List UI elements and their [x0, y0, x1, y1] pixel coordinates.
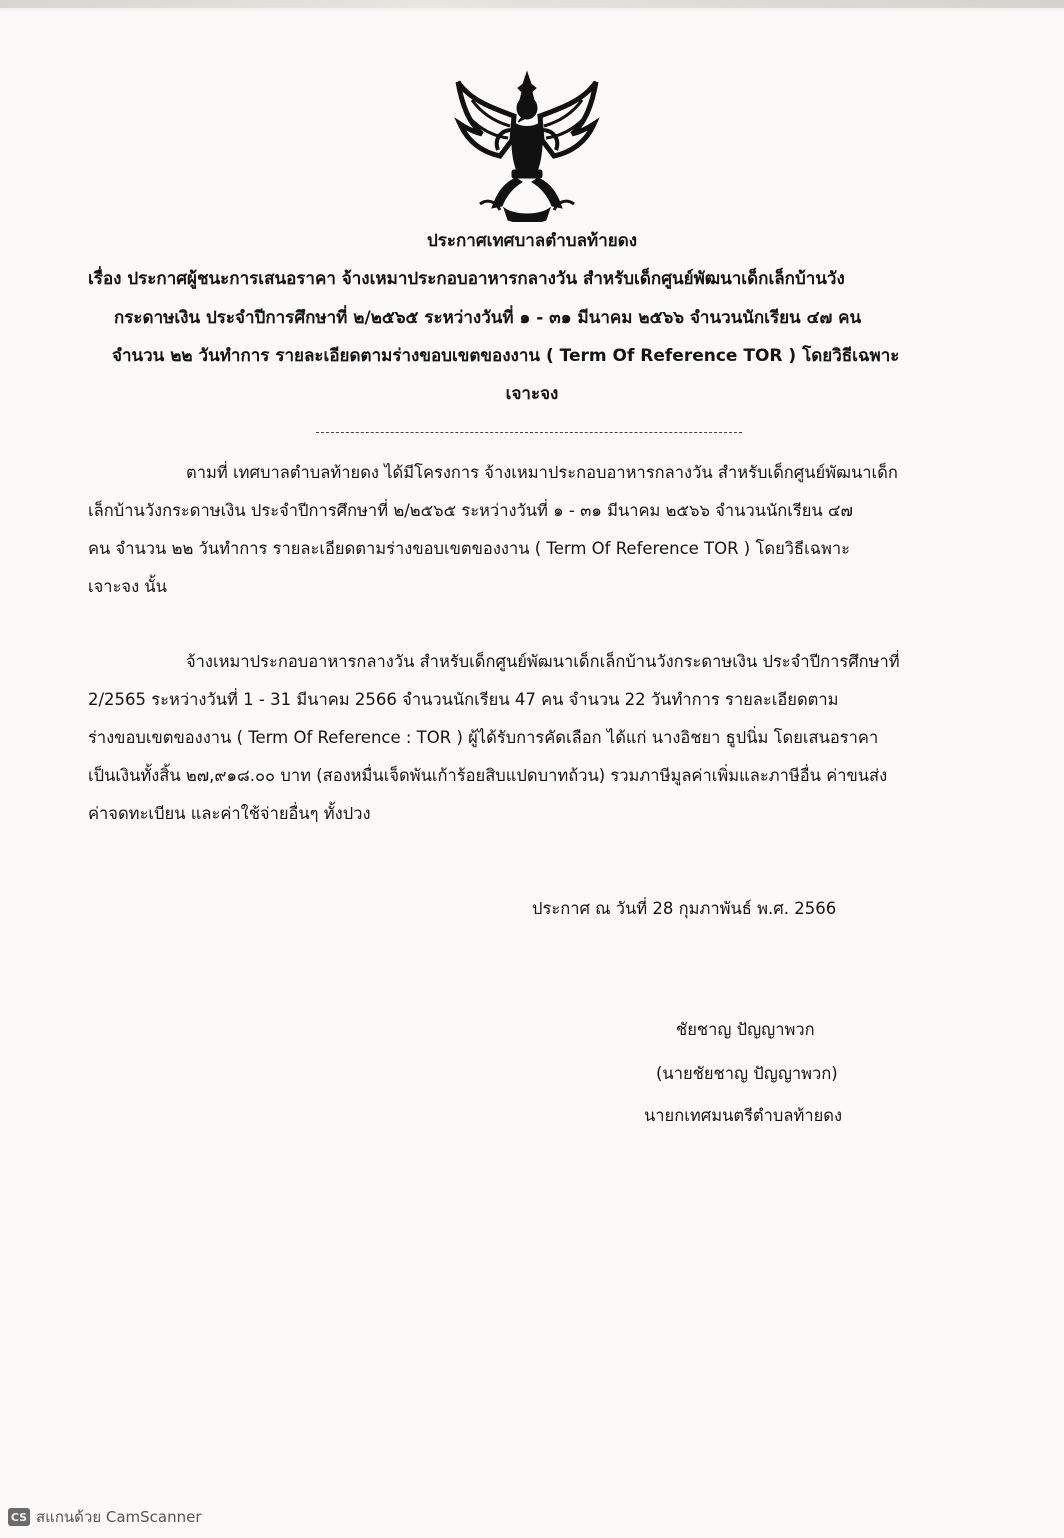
camscanner-logo-icon: CS	[8, 1508, 30, 1526]
paragraph2-line-4: เป็นเงินทั้งสิ้น ๒๗,๙๑๘.๐๐ บาท (สองหมื่นเจ็ดพันเก้าร้อยสิบแปดบาทถ้วน) รวมภาษีมูลค่าเพิ่มและภาษีอื่น ค่าขนส่ง	[88, 766, 888, 785]
subject-line-2: กระดาษเงิน ประจำปีการศึกษาที่ ๒/๒๕๖๕ ระหว่างวันที่ ๑ - ๓๑ มีนาคม ๒๕๖๖ จำนวนนักเรียน ๔๗ คน	[114, 308, 862, 328]
paragraph1-line-1: ตามที่ เทศบาลตำบลท้ายดง ได้มีโครงการ จ้างเหมาประกอบอาหารกลางวัน สำหรับเด็กศูนย์พัฒนาเด็ก	[186, 463, 898, 482]
camscanner-label: สแกนด้วย CamScanner	[36, 1508, 202, 1526]
announce-date: ประกาศ ณ วันที่ 28 กุมภาพันธ์ พ.ศ. 2566	[532, 899, 837, 918]
paragraph2-line-1: จ้างเหมาประกอบอาหารกลางวัน สำหรับเด็กศูนย์พัฒนาเด็กเล็กบ้านวังกระดาษเงิน ประจำปีการศึกษาที่	[186, 652, 900, 671]
paragraph1-line-2: เล็กบ้านวังกระดาษเงิน ประจำปีการศึกษาที่ ๒/๒๕๖๕ ระหว่างวันที่ ๑ - ๓๑ มีนาคม ๒๕๖๖ จำนวนนักเรียน ๔๗	[88, 501, 853, 520]
document-heading: ประกาศเทศบาลตำบลท้ายดง	[426, 231, 638, 251]
garuda-emblem-icon	[452, 70, 602, 222]
camscanner-watermark	[8, 1506, 202, 1528]
subject-line-4: เจาะจง	[505, 384, 559, 404]
signer-name: ชัยชาญ ปัญญาพวก	[676, 1020, 815, 1039]
signer-position: นายกเทศมนตรีตำบลท้ายดง	[644, 1106, 843, 1125]
paragraph1-line-4: เจาะจง นั้น	[88, 577, 167, 596]
subject-line-1: เรื่อง ประกาศผู้ชนะการเสนอราคา จ้างเหมาประกอบอาหารกลางวัน สำหรับเด็กศูนย์พัฒนาเด็กเล็กบ้านวัง	[88, 269, 845, 289]
paragraph2-line-3: ร่างขอบเขตของงาน ( Term Of Reference : TOR ) ผู้ได้รับการคัดเลือก ได้แก่ นางอิชยา ธูปนิ่ม โดยเสนอราคา	[88, 728, 879, 747]
subject-line-3: จำนวน ๒๒ วันทำการ รายละเอียดตามร่างขอบเขตของงาน ( Term Of Reference TOR ) โดยวิธีเฉพาะ	[112, 346, 900, 366]
separator-line	[316, 432, 742, 433]
signer-full-name: (นายชัยชาญ ปัญญาพวก)	[656, 1064, 838, 1083]
paragraph1-line-3: คน จำนวน ๒๒ วันทำการ รายละเอียดตามร่างขอบเขตของงาน ( Term Of Reference TOR ) โดยวิธีเฉพาะ	[88, 539, 850, 558]
paragraph2-line-2: 2/2565 ระหว่างวันที่ 1 - 31 มีนาคม 2566 จำนวนนักเรียน 47 คน จำนวน 22 วันทำการ รายละเอียดตาม	[88, 690, 839, 709]
scan-edge	[0, 0, 1064, 8]
paragraph2-line-5: ค่าจดทะเบียน และค่าใช้จ่ายอื่นๆ ทั้งปวง	[88, 804, 371, 823]
